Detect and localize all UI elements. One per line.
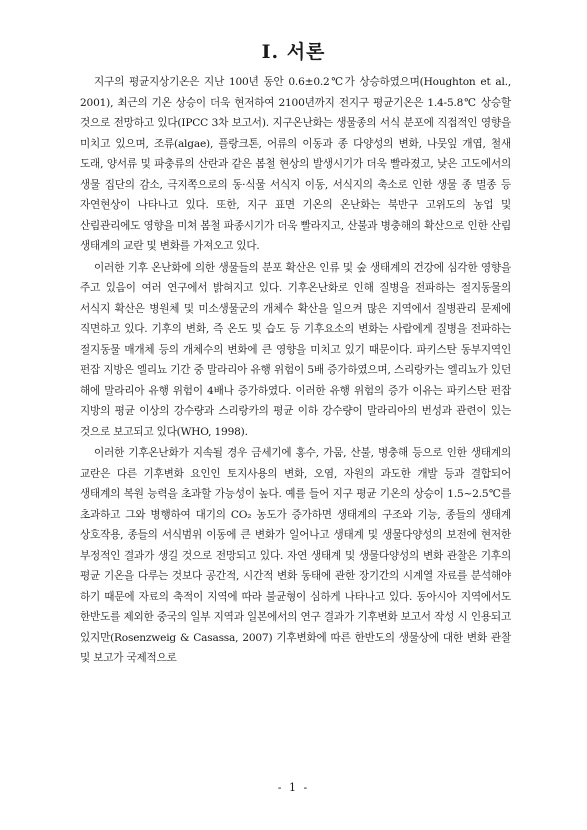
section-title: I. 서론 (261, 41, 326, 63)
body-text (80, 72, 511, 669)
paragraph-3: 이러한 기후온난화가 지속될 경우 금세기에 홍수, 가뭄, 산불, 병충해 등으로 인한 생태계의 교란은 다른 기후변화 요인인 토지사용의 변화, 오염, 자원의 과도한 개발 등과 결합되어 생태계의 복원 능력을 초과할 가능성이 높다. 예를 들어 지구 평균 기온의 상승이 1.5~2.5℃를 초과하고 그와 병행하여 대기의 CO₂ 농도가 증가하면 생태계의 구조와 기능, 종들의 생태계 상호작용, 종들의 서식범위 이동에 큰 변화가 일어나고 생태계 및 생물다양성의 보전에 현저한 부정적인 결과가 생길 것으로 전망되고 있다. 자연 생태계 및 생물다양성의 변화 관찰은 기후의 평균 기온을 다루는 것보다 공간적, 시간적 변화 동태에 관한 장기간의 시계열 자료를 분석해야 하기 때문에 자료의 축적이 지역에 따라 불균형이 심하게 나타나고 있다. 동아시아 지역에서도 한반도를 제외한 중국의 일부 지역과 일본에서의 연구 결과가 기후변화 보고서 작성 시 인용되고 있지만(Rosenzweig & Casassa, 2007) 기후변화에 따른 한반도의 생물상에 대한 변화 관찰 및 보고가 국제적으로 (80, 447, 511, 664)
page-number: - 1 - (277, 781, 310, 794)
paragraph-2: 이러한 기후 온난화에 의한 생물들의 분포 확산은 인류 및 숲 생태계의 건강에 심각한 영향을 주고 있음이 여러 연구에서 밝혀지고 있다. 기후온난화로 인해 질병을 전파하는 절지동물의 서식지 확산은 병원체 및 미소생물군의 개체수 확산을 일으켜 많은 지역에서 질병관리 문제에 직면하고 있다. 기후의 변화, 즉 온도 및 습도 등 기후요소의 변화는 사람에게 질병을 전파하는 절지동물 매개체 등의 개체수의 변화에 큰 영향을 미치고 있기 때문이다. 파키스탄 동부지역인 펀잡 지방은 엘리뇨 기간 중 말라리아 유행 위험이 5배 증가하였으며, 스리랑카는 엘리뇨가 있던 해에 말라리아 유행 위험이 4배나 증가하였다. 이러한 유행 위험의 증가 이유는 파키스탄 펀잡 지방의 평균 이상의 강수량과 스리랑카의 평균 이하 강수량이 말라리아의 번성과 관련이 있는 것으로 보고되고 있다(WHO, 1998). (80, 261, 511, 438)
paragraph-1: 지구의 평균지상기온은 지난 100년 동안 0.6±0.2℃가 상승하였으며(Houghton et al., 2001), 최근의 기온 상승이 더욱 현저하여 2100년까지 전지구 평균기온은 1.4-5.8℃ 상승할 것으로 전망하고 있다(IPCC 3차 보고서). 지구온난화는 생물종의 서식 분포에 직접적인 영향을 미치고 있으며, 조류(algae), 플랑크톤, 어류의 이동과 종 다양성의 변화, 나뭇잎 개엽, 철새 도래, 양서류 및 파충류의 산란과 같은 봄철 현상의 발생시기가 더욱 빨라졌고, 낮은 고도에서의 생물 집단의 감소, 극지쪽으로의 동·식물 서식지 이동, 서식지의 축소로 인한 생물 종 멸종 등 자연현상이 나타나고 있다. 또한, 지구 표면 기온의 온난화는 북반구 고위도의 농업 및 산림관리에도 영향을 미쳐 봄철 파종시기가 더욱 빨라지고, 산불과 병충해의 확산으로 인한 산림 생태계의 교란 및 변화를 가져오고 있다. (80, 76, 511, 252)
